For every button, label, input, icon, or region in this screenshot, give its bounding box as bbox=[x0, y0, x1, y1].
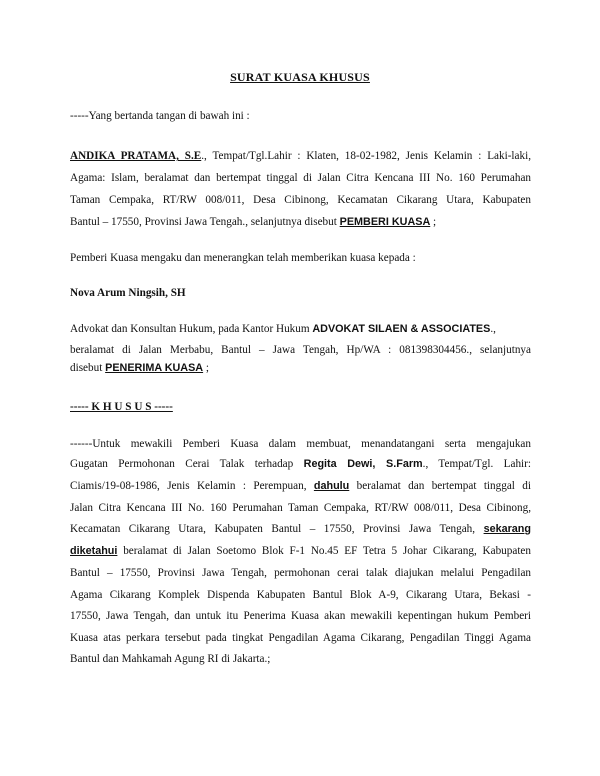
document-title: SURAT KUASA KHUSUS bbox=[230, 70, 370, 84]
body-line-3: Ciamis/19-08-1986, Jenis Kelamin : Perempuan, dahulu beralamat dan bertempat tinggal di bbox=[70, 480, 531, 492]
attorney-name: Nova Arum Ningsih, SH bbox=[70, 287, 186, 299]
attorney-line-1: Advokat dan Konsultan Hukum, pada Kantor Hukum ADVOKAT SILAEN & ASSOCIATES., bbox=[70, 323, 496, 335]
body-line-9: 17550, Jawa Tengah, dan untuk itu Penerima Kuasa akan mewakili kepentingan hukum Pemberi bbox=[70, 610, 531, 622]
keyword-sekarang: sekarang bbox=[483, 523, 531, 535]
attorney-line-2: beralamat di Jalan Merbabu, Bantul – Jawa Tengah, Hp/WA : 081398304456., selanjutnya bbox=[70, 344, 531, 356]
grantor-line-2: Agama: Islam, beralamat dan bertempat tinggal di Jalan Citra Kencana III No. 160 Perumahan bbox=[70, 172, 531, 184]
body-line-11: Bantul dan Mahkamah Agung RI di Jakarta.; bbox=[70, 653, 271, 665]
body-line-5: Kecamatan Cikarang Utara, Kabupaten Bantul – 17550, Provinsi Jawa Tengah, sekarang bbox=[70, 523, 531, 535]
section-heading: ----- K H U S U S ----- bbox=[70, 401, 173, 413]
attorney-firm: ADVOKAT SILAEN & ASSOCIATES bbox=[312, 323, 491, 335]
body-line-4: Jalan Citra Kencana III No. 160 Perumahan Taman Cempaka, RT/RW 008/011, Desa Cibinong, bbox=[70, 502, 531, 514]
intro-line: -----Yang bertanda tangan di bawah ini : bbox=[70, 110, 250, 122]
keyword-dahulu: dahulu bbox=[313, 480, 350, 492]
attorney-role: PENERIMA KUASA bbox=[105, 362, 204, 374]
body-line-1: ------Untuk mewakili Pemberi Kuasa dalam membuat, menandatangani serta mengajukan bbox=[70, 438, 531, 450]
body-line-6: diketahui beralamat di Jalan Soetomo Blok F-1 No.45 EF Tetra 5 Johar Cikarang, Kabupaten bbox=[70, 545, 531, 557]
body-line-2: Gugatan Permohonan Cerai Talak terhadap Regita Dewi, S.Farm., Tempat/Tgl. Lahir: bbox=[70, 458, 531, 470]
grantor-role: PEMBERI KUASA bbox=[339, 216, 431, 228]
grantor-line-1: ANDIKA PRATAMA, S.E., Tempat/Tgl.Lahir : Klaten, 18-02-1982, Jenis Kelamin : Laki-laki, bbox=[70, 150, 531, 162]
grantor-name: ANDIKA PRATAMA, S.E bbox=[70, 150, 202, 162]
body-line-10: Kuasa atas perkara tersebut pada tingkat Pengadilan Agama Cikarang, Pengadilan Tinggi Agama bbox=[70, 632, 531, 644]
grantor-line-3: Taman Cempaka, RT/RW 008/011, Desa Cibinong, Kecamatan Cikarang Utara, Kabupaten bbox=[70, 194, 531, 206]
body-line-8: Agama Cikarang Komplek Dispenda Kabupaten Bantul Blok A-9, Cikarang Utara, Bekasi - bbox=[70, 589, 531, 601]
grantor-line-4: Bantul – 17550, Provinsi Jawa Tengah., selanjutnya disebut PEMBERI KUASA ; bbox=[70, 216, 437, 228]
body-line-7: Bantul – 17550, Provinsi Jawa Tengah, permohonan cerai talak diajukan melalui Pengadilan bbox=[70, 567, 531, 579]
declaration-line: Pemberi Kuasa mengaku dan menerangkan telah memberikan kuasa kepada : bbox=[70, 252, 416, 264]
attorney-line-3: disebut PENERIMA KUASA ; bbox=[70, 362, 210, 374]
keyword-diketahui: diketahui bbox=[70, 545, 118, 557]
defendant-name: Regita Dewi, S.Farm bbox=[303, 458, 423, 470]
